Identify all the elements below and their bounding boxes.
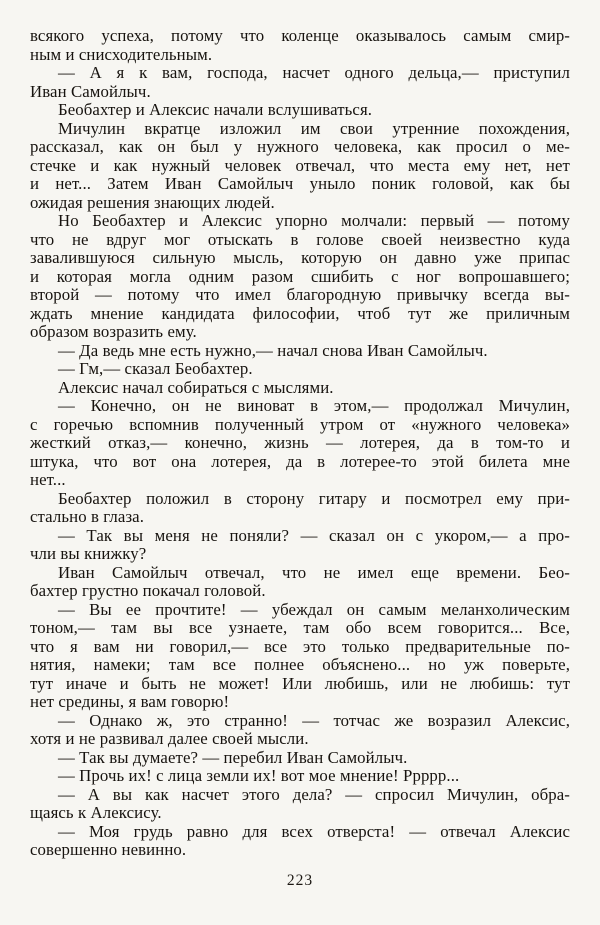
text-line: тоном,— там вы все узнаете, там обо всем говорится... Все, [30,618,570,637]
text-line: совершенно невинно. [30,840,187,859]
text-line: нет... [30,470,66,489]
text-line: завалившуюся сильную мысль, которую он давно уже припас [30,248,570,267]
text-line: — Так вы меня не поняли? — сказал он с укором,— а про- [58,525,570,545]
text-line: — Так вы думаете? — перебил Иван Самойлыч. [58,747,408,767]
text-line: с горечью вспомнив полученный утром от «нужного человека» [30,414,570,434]
text-line: что я вам ни говорил,— все это только предварительные по- [30,636,570,656]
text-line: штука, что вот она лотерея, да в лотерее-то этой билета мне [30,451,570,471]
text-line: Иван Самойлыч. [30,81,151,101]
text-line: и нет... Затем Иван Самойлыч уныло поник головой, как бы [30,174,570,193]
text-line: — Конечно, он не виноват в этом,— продолжал Мичулин, [58,396,570,415]
text-line: ждать мнение кандидата философии, чтоб тут же приличным [30,303,570,323]
text-line: — Да ведь мне есть нужно,— начал снова Иван Самойлыч. [58,340,488,360]
text-line: Мичулин вкратце изложил им свои утренние похождения, [58,118,570,138]
text-line: — А вы как насчет этого дела? — спросил Мичулин, обра- [58,784,570,804]
text-line: рассказал, как он был у нужного человека, как просил о ме- [30,137,570,156]
text-line: — А я к вам, господа, насчет одного дельца,— приступил [58,63,570,82]
text-line: — Прочь их! с лица земли их! вот мое мнение! Ррррр... [58,766,460,785]
text-line: бахтер грустно покачал головой. [30,581,266,600]
text-line: нятия, намеки; там все полнее объяснено... но уж поверьте, [30,655,570,674]
text-line: чли вы книжку? [30,544,147,563]
text-line: — Вы ее прочтите! — убеждал он самым меланхолическим [58,599,570,619]
text-line: — Однако ж, это странно! — тотчас же возразил Алексис, [58,710,570,730]
text-line: Беобахтер положил в сторону гитару и посмотрел ему при- [58,488,570,508]
text-line: всякого успеха, потому что коленце оказывалось самым смир- [30,26,570,45]
text-line: Иван Самойлыч отвечал, что не имел еще времени. Бео- [58,562,570,582]
text-line: стально в глаза. [30,507,145,526]
text-block [30,27,570,860]
text-line: Но Беобахтер и Алексис упорно молчали: первый — потому [58,211,570,230]
text-line: стечке и как нужный человек отвечал, что места ему нет, нет [30,155,570,175]
text-line: хотя и не развивал далее своей мысли. [30,729,309,748]
text-line: ным и снисходительным. [30,44,213,64]
text-line: щаясь к Алексису. [30,803,162,822]
text-line: Алексис начал собираться с мыслями. [58,377,334,397]
text-line: — Гм,— сказал Беобахтер. [58,359,253,378]
page-number: 223 [286,872,314,889]
text-line: второй — потому что имел благородную привычку всегда вы- [30,285,570,304]
text-line: — Моя грудь равно для всех отверста! — отвечал Алексис [58,821,570,841]
text-line: ожидая решения знающих людей. [30,192,275,212]
text-line: жесткий отказ,— конечно, жизнь — лотерея, да в том-то и [30,433,570,452]
text-line: Беобахтер и Алексис начали вслушиваться. [58,100,373,119]
text-line: образом возразить ему. [30,322,197,341]
text-line: и которая могла одним разом сшибить с ног вопрошавшего; [30,266,570,286]
text-line: что не вдруг мог отыскать в голове своей неизвестно куда [30,229,570,249]
text-line: тут иначе и быть не может! Или любишь, или не любишь: тут [30,673,570,693]
text-line: нет средины, я вам говорю! [30,692,230,711]
